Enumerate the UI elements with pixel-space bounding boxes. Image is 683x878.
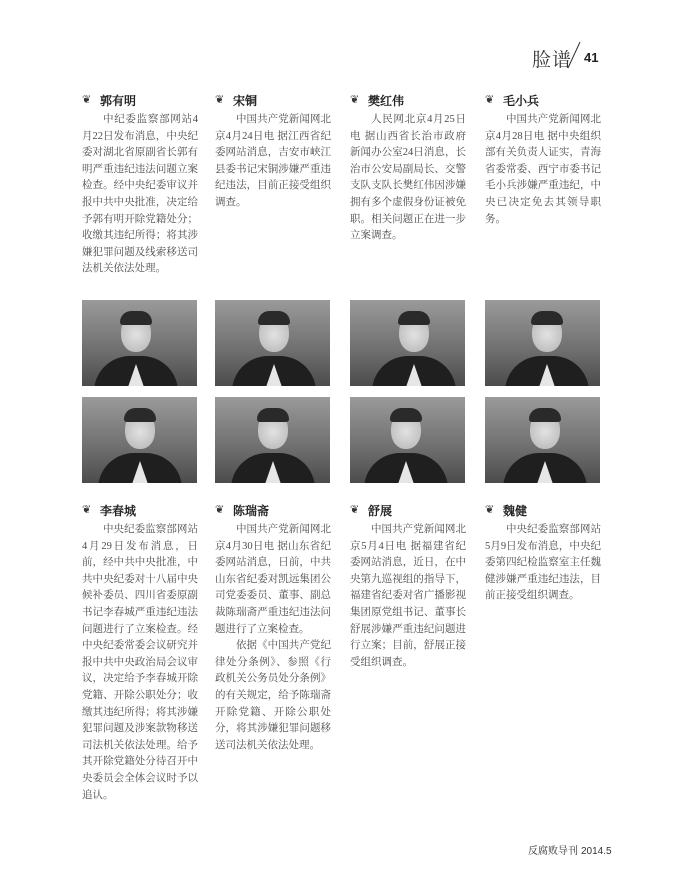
profile-name: 毛小兵 — [503, 93, 540, 108]
profile-name: 樊红伟 — [368, 93, 405, 108]
profile-name: 陈瑞斋 — [233, 503, 270, 518]
profile-name: 郭有明 — [100, 93, 137, 108]
header-slash-divider — [566, 40, 582, 70]
profile-text: 中纪委监察部网站4月22日发布消息，中央纪委对湖北省原副省长郭有明严重违纪违法问题立案检查。经中央纪委审议并报中共中央批准，决定给予郭有明开除党籍处分；收缴其违纪所得；将其涉嫌犯罪问题及线索移送司法机关依法处理。 — [82, 114, 198, 275]
profile-text: 人民网北京4月25日电 据山西省长治市政府新闻办公室24日消息，长治市公安局副局长、交警支队支队长樊红伟因涉嫌拥有多个虚假身份证被免职。相关问题正在进一步立案调查。 — [350, 114, 466, 242]
ornament-icon: ❦ — [350, 93, 360, 106]
portrait-photo-li-chuncheng — [82, 397, 197, 483]
profile-text: 中国共产党新闻网北京4月28日电 据中央组织部有关负责人证实，青海省委常委、西宁市委书记毛小兵涉嫌严重违纪，中央已决定免去其领导职务。 — [485, 114, 601, 225]
page-number: 41 — [584, 50, 599, 65]
profile-text: 中国共产党新闻网北京4月30日电 据山东省纪委网站消息，日前，中共山东省纪委对凯远集团公司党委委员、董事、副总裁陈瑞斋严重违纪违法问题进行了立案检查。 — [215, 524, 331, 635]
profile-text: 中央纪委监察部网站5月9日发布消息，中央纪委第四纪检监察室主任魏健涉嫌严重违纪违法，目前正接受组织调查。 — [485, 524, 601, 602]
portrait-photo-shu-zhan — [350, 397, 465, 483]
ornament-icon: ❦ — [215, 93, 225, 106]
profile-name: 宋铜 — [233, 93, 258, 108]
portrait-photo-song-tong — [215, 300, 330, 386]
profile-fan-hongwei — [350, 92, 466, 245]
footer — [528, 842, 612, 857]
profile-guo-youming — [82, 92, 198, 278]
section-title: 脸谱 — [532, 50, 573, 71]
profile-chen-ruizhai — [215, 502, 331, 754]
issue-number: 2014.5 — [581, 846, 612, 857]
portrait-photo-mao-xiaobing — [485, 300, 600, 386]
profile-song-tong — [215, 92, 331, 212]
magazine-name: 反腐败导刊 — [528, 846, 578, 857]
profile-text: 依据《中国共产党纪律处分条例》、参照《行政机关公务员处分条例》的有关规定，给予陈瑞斋开除党籍、开除公职处分，将其涉嫌犯罪问题移送司法机关依法处理。 — [215, 640, 331, 751]
portrait-photo-wei-jian — [485, 397, 600, 483]
ornament-icon: ❦ — [82, 93, 92, 106]
profile-text: 中央纪委监察部网站4月29日发布消息，日前，经中共中央批准，中共中央纪委对十八届中央候补委员、四川省委原副书记李春城严重违纪违法问题进行了立案检查。经中央纪委常委会议研究并报中共中央政治局会议审议，决定给予李春城开除党籍、开除公职处分；收缴其违纪所得；将其涉嫌犯罪问题及涉案款物移送司法机关依法处理。给予其开除党籍处分待召开中央委员会全体会议时予以追认。 — [82, 524, 198, 801]
profile-name: 舒展 — [368, 503, 393, 518]
ornament-icon: ❦ — [485, 93, 495, 106]
profile-name: 李春城 — [100, 503, 137, 518]
portrait-photo-fan-hongwei — [350, 300, 465, 386]
portrait-photo-chen-ruizhai — [215, 397, 330, 483]
profile-mao-xiaobing — [485, 92, 601, 228]
profile-wei-jian — [485, 502, 601, 605]
profile-text: 中国共产党新闻网北京4月24日电 据江西省纪委网站消息，吉安市峡江县委书记宋铜涉嫌严重违纪违法，目前正接受组织调查。 — [215, 114, 331, 208]
ornament-icon: ❦ — [82, 503, 92, 516]
ornament-icon: ❦ — [485, 503, 495, 516]
portrait-photo-guo-youming — [82, 300, 197, 386]
profile-text: 中国共产党新闻网北京5月4日电 据福建省纪委网站消息，近日，在中央第九巡视组的指导下，福建省纪委对省广播影视集团原党组书记、董事长舒展涉嫌严重违纪问题进行立案；目前，舒展正接受组织调查。 — [350, 524, 466, 668]
profile-name: 魏健 — [503, 503, 528, 518]
ornament-icon: ❦ — [350, 503, 360, 516]
profile-li-chuncheng — [82, 502, 198, 804]
ornament-icon: ❦ — [215, 503, 225, 516]
profile-shu-zhan — [350, 502, 466, 671]
